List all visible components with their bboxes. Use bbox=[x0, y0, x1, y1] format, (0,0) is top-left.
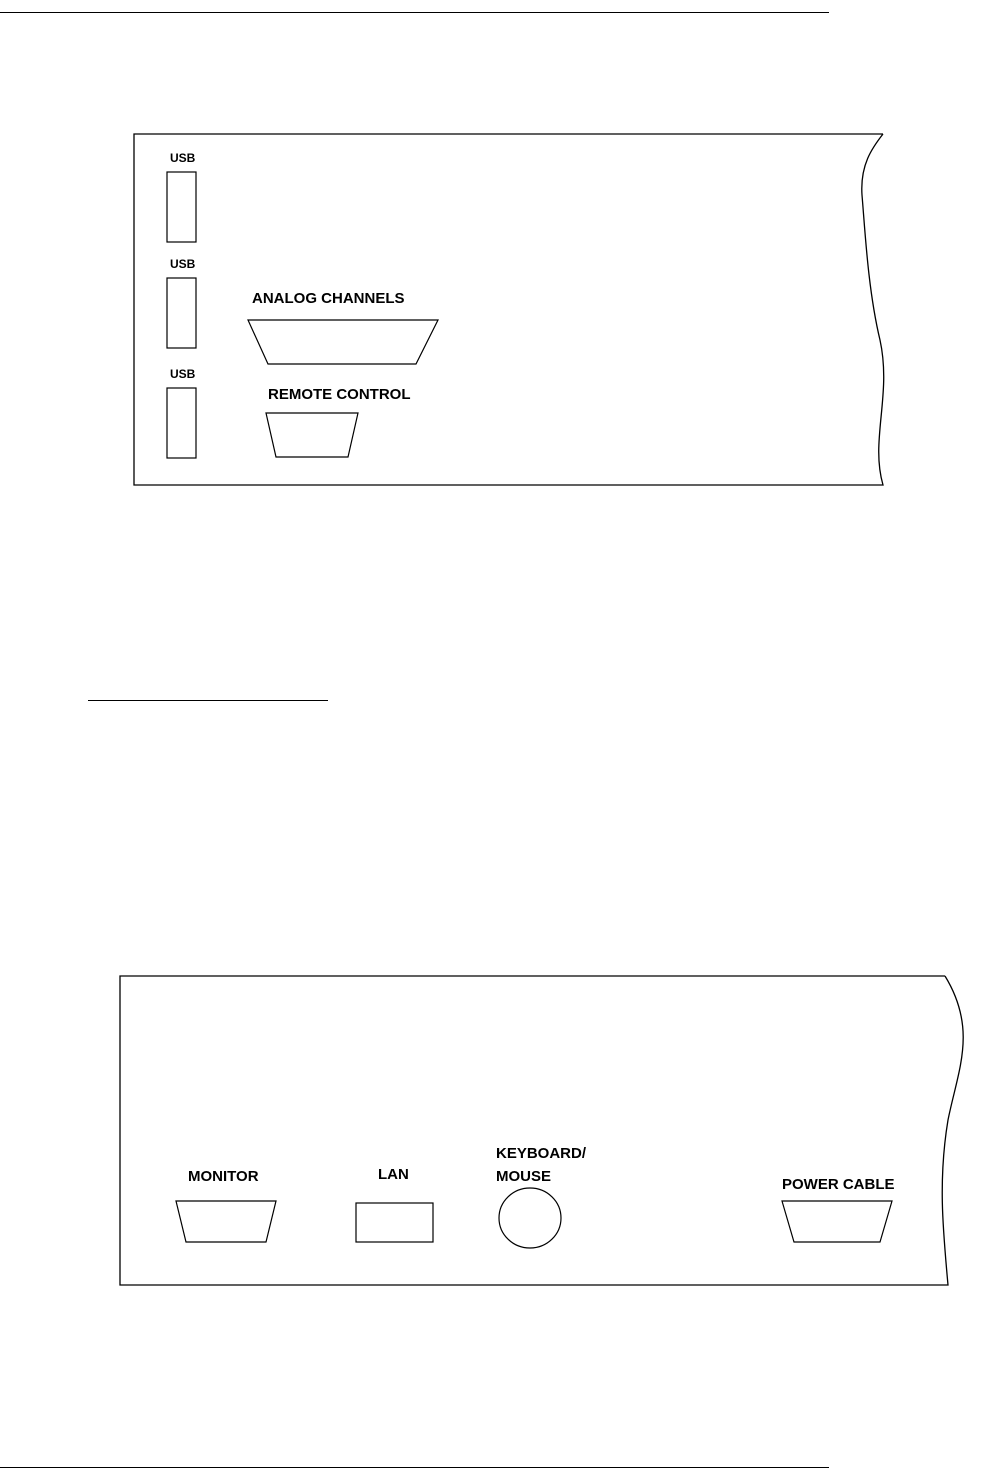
usb-label-2: USB bbox=[170, 257, 196, 271]
monitor-label: MONITOR bbox=[188, 1168, 259, 1185]
keyboard-mouse-label-line2: MOUSE bbox=[496, 1168, 552, 1185]
monitor-connector bbox=[176, 1201, 276, 1242]
footer-rule bbox=[0, 1467, 829, 1468]
keyboard-mouse-label-line1: KEYBOARD/ bbox=[496, 1145, 587, 1162]
keyboard-mouse-port bbox=[499, 1188, 561, 1248]
power-cable-label: POWER CABLE bbox=[782, 1176, 895, 1193]
remote-control-label: REMOTE CONTROL bbox=[268, 386, 411, 403]
usb-label-3: USB bbox=[170, 367, 196, 381]
lan-port bbox=[356, 1203, 433, 1242]
analog-channels-label: ANALOG CHANNELS bbox=[252, 290, 405, 307]
lan-label: LAN bbox=[378, 1166, 409, 1183]
power-cable-connector bbox=[782, 1201, 892, 1242]
bottom-panel-outline bbox=[120, 976, 963, 1285]
usb-label-1: USB bbox=[170, 151, 196, 165]
